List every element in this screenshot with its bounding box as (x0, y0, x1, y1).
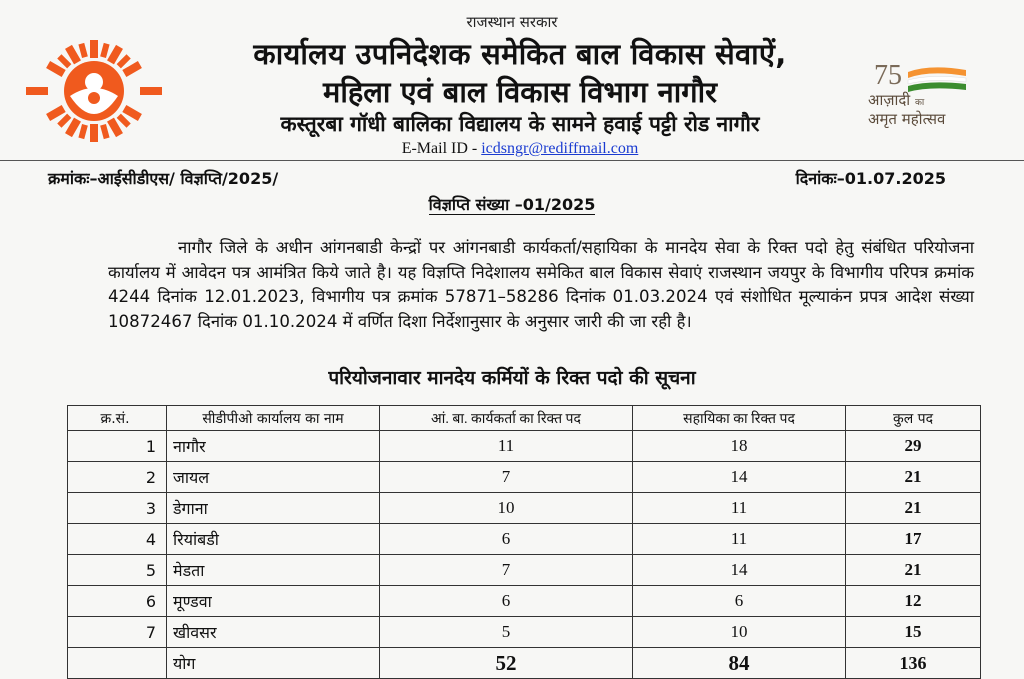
cell-helper-vacancies: 14 (633, 555, 846, 586)
cell-total-posts: 29 (846, 431, 981, 462)
cell-serial: 5 (68, 555, 167, 586)
header-serial: क्र.सं. (68, 406, 167, 431)
table-header-row (68, 406, 981, 431)
cell-helper-vacancies: 14 (633, 462, 846, 493)
office-title-line2: महिला एवं बाल विकास विभाग नागौर (323, 75, 717, 109)
cell-total-posts: 21 (846, 493, 981, 524)
cell-worker-vacancies: 6 (380, 586, 633, 617)
notice-date: दिनांकः–01.07.2025 (795, 169, 946, 188)
cell-worker-vacancies: 7 (380, 555, 633, 586)
cell-serial: 2 (68, 462, 167, 493)
table-row (68, 617, 981, 648)
cell-serial: 4 (68, 524, 167, 555)
cell-helper-vacancies: 18 (633, 431, 846, 462)
reference-number: क्रमांकः–आईसीडीएस/ विज्ञप्ति/2025/ (48, 169, 279, 188)
table-row (68, 586, 981, 617)
table-total-row (68, 648, 981, 679)
total-serial (68, 648, 167, 679)
email-label: E-Mail ID - (401, 140, 478, 157)
azadi-logo-text: आज़ादी का अमृत महोत्सव (868, 91, 946, 128)
total-worker-vacancies: 52 (380, 648, 633, 679)
cell-office: मूण्डवा (167, 586, 380, 617)
cell-serial: 1 (68, 431, 167, 462)
cell-total-posts: 12 (846, 586, 981, 617)
header-helper: सहायिका का रिक्त पद (633, 406, 846, 431)
table-row (68, 555, 981, 586)
email-link[interactable]: icdsngr@rediffmail.com (481, 140, 639, 157)
cell-total-posts: 17 (846, 524, 981, 555)
cell-total-posts: 15 (846, 617, 981, 648)
cell-serial: 3 (68, 493, 167, 524)
email-line (150, 140, 890, 158)
header-total: कुल पद (846, 406, 981, 431)
cell-helper-vacancies: 11 (633, 524, 846, 555)
notice-paragraph: नागौर जिले के अधीन आंगनबाडी केन्द्रों पर आंगनबाडी कार्यकर्ता/सहायिका के मानदेय सेवा के रिक्त पदो हेतु संबंधित परियोजना कार्यालय में आवेदन पत्र आमंत्रित किये जाते है। यह विज्ञप्ति निदेशालय समेकित बाल विकास सेवाएं राजस्थान जयपुर के विभागीय परिपत्र क्रमांक 4244 दिनांक 12.01.2023, विभागीय पत्र क्रमांक 57871–58286 दिनांक 01.03.2024 एवं संशोधित मूल्याकंन प्रपत्र आदेश संख्या 10872467 दिनांक 01.10.2024 में वर्णित दिशा निर्देशानुसार के अनुसार जारी की जा रही है। (108, 238, 974, 331)
total-office: योग (167, 648, 380, 679)
table-row (68, 431, 981, 462)
icds-emblem-logo (26, 40, 162, 142)
cell-worker-vacancies: 6 (380, 524, 633, 555)
cell-worker-vacancies: 5 (380, 617, 633, 648)
cell-total-posts: 21 (846, 462, 981, 493)
cell-helper-vacancies: 10 (633, 617, 846, 648)
table-title: परियोजनावार मानदेय कर्मियों के रिक्त पदो की सूचना (328, 367, 696, 389)
cell-helper-vacancies: 6 (633, 586, 846, 617)
header-worker: आं. बा. कार्यकर्ता का रिक्त पद (380, 406, 633, 431)
cell-office: जायल (167, 462, 380, 493)
cell-serial: 6 (68, 586, 167, 617)
table-row (68, 462, 981, 493)
cell-worker-vacancies: 11 (380, 431, 633, 462)
table-row (68, 524, 981, 555)
total-total-posts: 136 (846, 648, 981, 679)
cell-office: डेगाना (167, 493, 380, 524)
government-label: राजस्थान सरकार (466, 13, 558, 31)
cell-serial: 7 (68, 617, 167, 648)
cell-helper-vacancies: 11 (633, 493, 846, 524)
svg-text:75: 75 (874, 60, 902, 91)
office-address: कस्तूरबा गॉधी बालिका विद्यालय के सामने हवाई पट्टी रोड नागौर (280, 112, 760, 136)
office-title-line1: कार्यालय उपनिदेशक समेकित बाल विकास सेवाऐं, (253, 37, 787, 71)
cell-office: मेडता (167, 555, 380, 586)
cell-office: रियांबडी (167, 524, 380, 555)
table-row (68, 493, 981, 524)
cell-office: नागौर (167, 431, 380, 462)
vacancy-table (67, 405, 981, 679)
cell-worker-vacancies: 10 (380, 493, 633, 524)
header-office: सीडीपीओ कार्यालय का नाम (167, 406, 380, 431)
notice-number: विज्ञप्ति संख्या –01/2025 (428, 195, 596, 214)
cell-office: खीवसर (167, 617, 380, 648)
cell-total-posts: 21 (846, 555, 981, 586)
header-divider (0, 160, 1024, 161)
total-helper-vacancies: 84 (633, 648, 846, 679)
cell-worker-vacancies: 7 (380, 462, 633, 493)
